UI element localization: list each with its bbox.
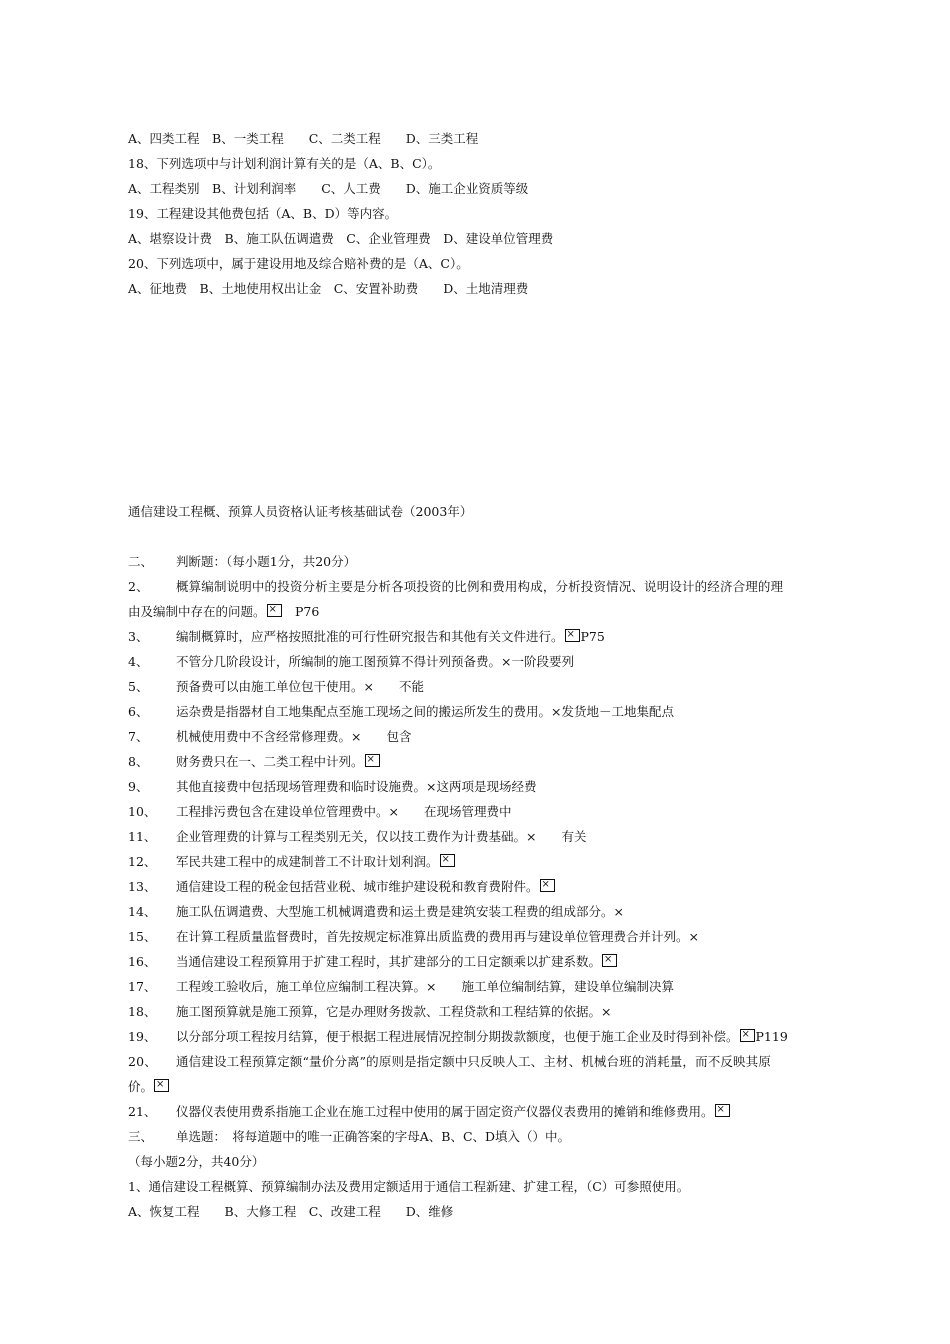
judge-item [128, 824, 883, 849]
judge-item [128, 874, 883, 899]
item-text: 财务费只在一、二类工程中计列。 [176, 754, 364, 769]
item-text: 运杂费是指器材自工地集配点至施工现场之间的搬运所发生的费用。×发货地－工地集配点 [176, 704, 674, 719]
judge-item [128, 724, 883, 749]
question-line: 1、通信建设工程概算、预算编制办法及费用定额适用于通信工程新建、扩建工程，（C）可参照使用。 [128, 1179, 690, 1194]
judge-item [128, 1049, 883, 1074]
item-text: 施工图预算就是施工预算，它是办理财务拨款、工程贷款和工程结算的依据。× [176, 1004, 612, 1019]
judge-item-continuation [128, 599, 883, 624]
judge-item-continuation [128, 1074, 883, 1099]
judge-item [128, 674, 883, 699]
cross-box-icon [715, 1104, 730, 1117]
item-number: 2、 [128, 579, 149, 594]
item-text: 价。 [128, 1079, 154, 1094]
item-text: 其他直接费中包括现场管理费和临时设施费。×这两项是现场经费 [176, 779, 537, 794]
item-text: 工程排污费包含在建设单位管理费中。× 在现场管理费中 [176, 804, 512, 819]
judge-item [128, 799, 883, 824]
question-line: 18、下列选项中与计划利润计算有关的是（A、B、C）。 [128, 156, 441, 171]
item-number: 8、 [128, 754, 149, 769]
item-number: 7、 [128, 729, 149, 744]
section-number: 二、 [128, 554, 154, 569]
item-number: 12、 [128, 854, 157, 869]
judge-item [128, 749, 883, 774]
judge-item [128, 924, 883, 949]
item-number: 19、 [128, 1029, 157, 1044]
item-text: 由及编制中存在的问题。 [128, 604, 266, 619]
item-text: 仪器仪表使用费系指施工企业在施工过程中使用的属于固定资产仪器仪表费用的摊销和维修费用。 [176, 1104, 714, 1119]
item-note: P119 [755, 1029, 788, 1044]
section-heading-judge [128, 549, 883, 574]
section-number: 三、 [128, 1129, 154, 1144]
judge-item [128, 949, 883, 974]
option-line: A、四类工程 B、一类工程 C、二类工程 D、三类工程 [128, 131, 479, 146]
item-number: 17、 [128, 979, 157, 994]
judge-item [128, 774, 883, 799]
exam-title: 通信建设工程概、预算人员资格认证考核基础试卷（2003年） [128, 504, 473, 519]
judge-item [128, 574, 883, 599]
question-line: 20、下列选项中，属于建设用地及综合赔补费的是（A、C）。 [128, 256, 469, 271]
item-number: 18、 [128, 1004, 157, 1019]
cross-box-icon [440, 854, 455, 867]
item-note: P76 [282, 604, 320, 619]
item-number: 5、 [128, 679, 149, 694]
item-number: 9、 [128, 779, 149, 794]
judge-item [128, 899, 883, 924]
item-text: 在计算工程质量监督费时，首先按规定标准算出质监费的费用再与建设单位管理费合并计列。× [176, 929, 699, 944]
cross-box-icon [365, 754, 380, 767]
option-line: A、恢复工程 B、大修工程 C、改建工程 D、维修 [128, 1204, 454, 1219]
judge-item [128, 1099, 883, 1124]
judge-item [128, 974, 883, 999]
judge-item [128, 999, 883, 1024]
item-number: 13、 [128, 879, 157, 894]
item-text: 不管分几阶段设计，所编制的施工图预算不得计列预备费。×一阶段要列 [176, 654, 574, 669]
item-number: 4、 [128, 654, 149, 669]
section-heading-text: 单选题： 将每道题中的唯一正确答案的字母A、B、C、D填入（）中。 [176, 1129, 571, 1144]
cross-box-icon [565, 629, 580, 642]
item-text: 通信建设工程预算定额“量价分离”的原则是指定额中只反映人工、主材、机械台班的消耗量，而不反映其原 [176, 1054, 771, 1069]
item-number: 11、 [128, 829, 157, 844]
cross-box-icon [740, 1029, 755, 1042]
question-line: 19、工程建设其他费包括（A、B、D）等内容。 [128, 206, 398, 221]
item-text: 机械使用费中不含经常修理费。× 包含 [176, 729, 412, 744]
item-text: 军民共建工程中的成建制普工不计取计划利润。 [176, 854, 439, 869]
option-line: A、堪察设计费 B、施工队伍调遣费 C、企业管理费 D、建设单位管理费 [128, 231, 554, 246]
option-line: A、工程类别 B、计划利润率 C、人工费 D、施工企业资质等级 [128, 181, 529, 196]
item-number: 15、 [128, 929, 157, 944]
item-text: 当通信建设工程预算用于扩建工程时，其扩建部分的工日定额乘以扩建系数。 [176, 954, 602, 969]
cross-box-icon [154, 1079, 169, 1092]
item-text: 工程竣工验收后，施工单位应编制工程决算。× 施工单位编制结算，建设单位编制决算 [176, 979, 674, 994]
item-number: 3、 [128, 629, 149, 644]
item-number: 16、 [128, 954, 157, 969]
item-number: 6、 [128, 704, 149, 719]
item-text: 施工队伍调遣费、大型施工机械调遣费和运土费是建筑安装工程费的组成部分。× [176, 904, 624, 919]
item-number: 14、 [128, 904, 157, 919]
item-note: P75 [580, 629, 605, 644]
item-text: 预备费可以由施工单位包干使用。× 不能 [176, 679, 424, 694]
section-heading-text: 判断题：（每小题1分，共20分） [176, 554, 357, 569]
judge-item [128, 624, 883, 649]
item-number: 20、 [128, 1054, 157, 1069]
item-text: 通信建设工程的税金包括营业税、城市维护建设税和教育费附件。 [176, 879, 539, 894]
cross-box-icon [602, 954, 617, 967]
item-text: 概算编制说明中的投资分析主要是分析各项投资的比例和费用构成，分析投资情况、说明设计的经济合理的理 [176, 579, 784, 594]
cross-box-icon [267, 604, 282, 617]
item-text: 以分部分项工程按月结算，便于根据工程进展情况控制分期拨款额度，也便于施工企业及时得到补偿。 [176, 1029, 739, 1044]
item-number: 21、 [128, 1104, 157, 1119]
item-number: 10、 [128, 804, 157, 819]
judge-item [128, 649, 883, 674]
section-subheading: （每小题2分，共40分） [128, 1154, 265, 1169]
option-line: A、征地费 B、土地使用权出让金 C、安置补助费 D、土地清理费 [128, 281, 529, 296]
judge-item [128, 1024, 883, 1049]
item-text: 企业管理费的计算与工程类别无关，仅以技工费作为计费基础。× 有关 [176, 829, 587, 844]
cross-box-icon [540, 879, 555, 892]
judge-item [128, 699, 883, 724]
section-heading-single [128, 1124, 883, 1149]
judge-item [128, 849, 883, 874]
item-text: 编制概算时，应严格按照批准的可行性研究报告和其他有关文件进行。 [176, 629, 564, 644]
